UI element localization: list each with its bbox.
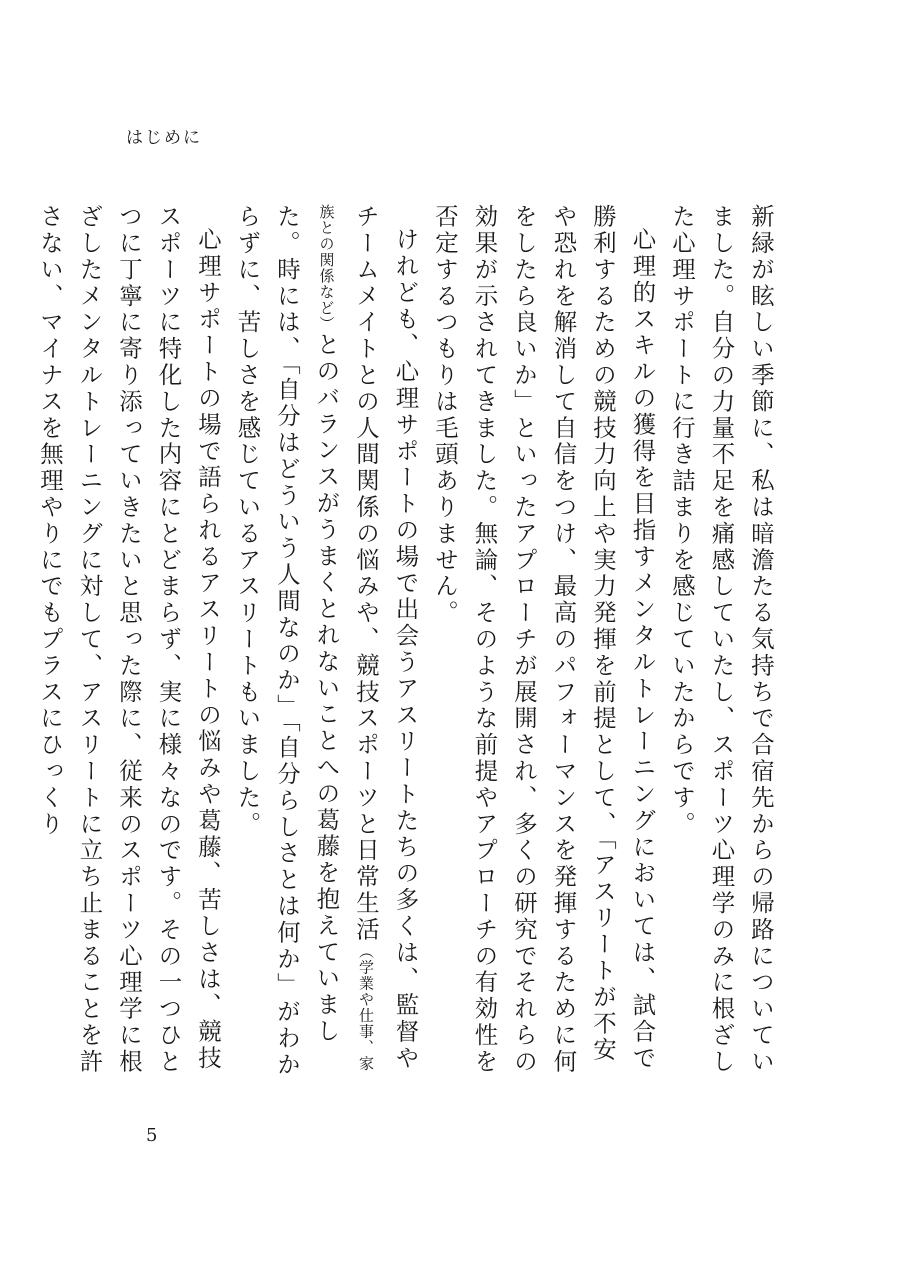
page-number: 5	[146, 1125, 158, 1146]
body-text	[36, 204, 780, 1084]
paragraph-1: 新緑が眩しい季節に、私は暗澹たる気持ちで合宿先からの帰路についていました。自分の力量不足を痛感していたし、スポーツ心理学のみに根ざした心理サポートに行き詰まりを感じていたからです。	[668, 204, 775, 1076]
paragraph-4: 心理サポートの場で語られるアスリートの悩みや葛藤、苦しさは、競技スポーツに特化した内容にとどまらず、実に様々なのです。その一つひとつに丁寧に寄り添っていきたいと思った際に、従来のスポーツ心理学に根ざしたメンタルトレーニングに対して、アスリートに立ち止まることを許さない、マイナスを無理やりにでもプラスにひっくり	[36, 204, 222, 1076]
paragraph-3-part-2: とのバランスがうまくとれないことへの葛藤を抱えていました。時には、「自分はどういう人間なのか」「自分らしさとは何か」がわからずに、苦しさを感じているアスリートもいました。	[233, 204, 341, 1079]
parenthetical-note: （学業や仕事、家族との関係など）	[317, 204, 375, 1072]
paragraph-3	[227, 204, 425, 1084]
running-head: はじめに	[126, 128, 202, 148]
paragraph-2: 心理的スキルの獲得を目指すメンタルトレーニングにおいては、試合で勝利するための競技力向上や実力発揮を前提として、「アスリートが不安や恐れを解消して自信をつけ、最高のパフォーマンスを発揮するために何をしたら良いか」といったアプローチが展開され、多くの研究でそれらの効果が示されてきました。無論、そのような前提やアプローチの有効性を否定するつもりは毛頭ありません。	[431, 204, 657, 1076]
paragraph-3-part-1: けれども、心理サポートの場で出会うアスリートたちの多くは、監督やチームメイトとの人間関係の悩みや、競技スポーツと日常生活	[352, 204, 420, 1073]
